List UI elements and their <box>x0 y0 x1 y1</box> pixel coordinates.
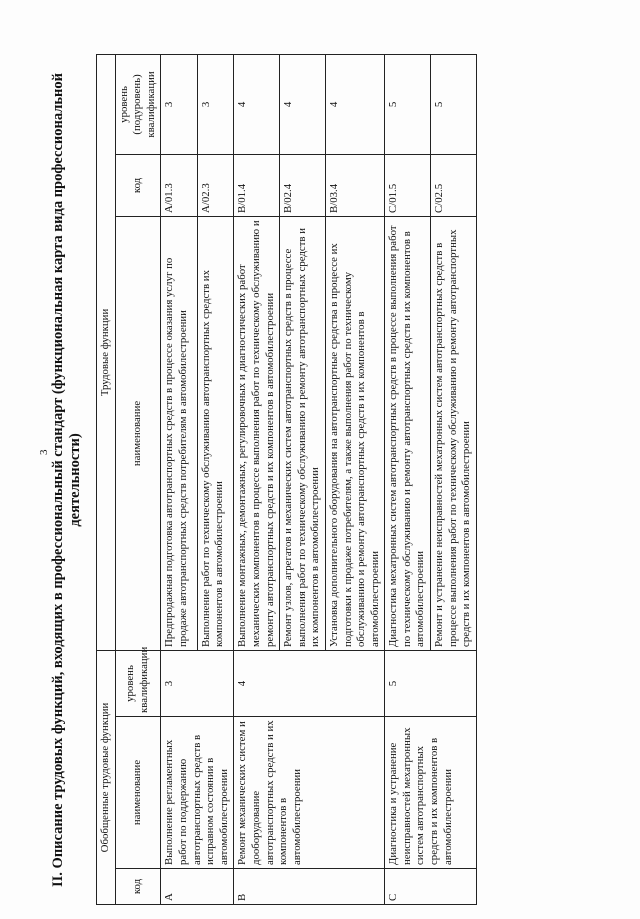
header-sublevel: уровень (подуровень) квалификации <box>115 54 161 154</box>
function-code: A/02.3 <box>197 154 233 216</box>
function-level: 4 <box>234 54 280 154</box>
page-number: 3 <box>38 449 50 455</box>
table-row <box>234 54 280 904</box>
function-level: 4 <box>325 54 384 154</box>
group-level: 4 <box>234 650 385 716</box>
group-name: Выполнение регламентных работ по поддержанию автотранспортных средств в исправном состоянии в автомобилестроении <box>161 717 234 869</box>
function-code: B/03.4 <box>325 154 384 216</box>
rotated-content <box>50 55 610 905</box>
header-code: код <box>115 869 161 905</box>
function-code: C/01.5 <box>385 154 431 216</box>
header-name: наименование <box>115 717 161 869</box>
group-level: 5 <box>385 650 477 716</box>
header-generalized: Обобщенные трудовые функции <box>97 650 116 904</box>
group-name: Ремонт механических систем и дооборудование автотранспортных средств и их компонентов в автомобилестроении <box>234 717 385 869</box>
group-code: B <box>234 869 385 905</box>
function-name: Ремонт узлов, агрегатов и механических систем автотранспортных средств в процессе выполнения работ по техническому обслуживанию и ремонту автотранспортных средств и их компонентов в автомобилестроении <box>280 216 326 650</box>
group-name: Диагностика и устранение неисправностей мехатронных систем автотранспортных средств и их компонентов в автомобилестроении <box>385 717 477 869</box>
function-name: Выполнение монтажных, демонтажных, регулировочных и диагностических работ механических компонентов в процессе выполнения работ по техническому обслуживанию и ремонту автотранспортных средств и их компонентов в автомобилестроении <box>234 216 280 650</box>
header-labor-functions: Трудовые функции <box>97 54 116 650</box>
function-level: 3 <box>161 54 197 154</box>
function-code: B/02.4 <box>280 154 326 216</box>
function-level: 5 <box>431 54 477 154</box>
function-code: A/01.3 <box>161 154 197 216</box>
function-name: Ремонт и устранение неисправностей мехатронных систем автотранспортных средств в процессе выполнения работ по техническому обслуживанию и ремонту автотранспортных средств и их компонентов в автомобилестроении <box>431 216 477 650</box>
group-code: C <box>385 869 477 905</box>
function-name: Выполнение работ по техническому обслуживанию автотранспортных средств их компонентов в автомобилестроении <box>197 216 233 650</box>
function-code: B/01.4 <box>234 154 280 216</box>
table-row <box>161 54 197 904</box>
header-function-name: наименование <box>115 216 161 650</box>
function-code: C/02.5 <box>431 154 477 216</box>
group-level: 3 <box>161 650 234 716</box>
page-title: II. Описание трудовых функций, входящих в профессиональный стандарт (функциональная карта вида профессиональной деятельности) <box>50 73 83 887</box>
header-level: уровень квалификации <box>115 650 161 716</box>
function-name: Диагностика мехатронных систем автотранспортных средств в процессе выполнения работ по техническому обслуживанию и ремонту автотранспортных средств и их компонентов в автомобилестроении <box>385 216 431 650</box>
function-map-table <box>96 54 477 905</box>
header-function-code: код <box>115 154 161 216</box>
table-row <box>385 54 431 904</box>
function-name: Установка дополнительного оборудования на автотранспортные средства в процессе их подготовки к продаже потребителям, а также выполнения работ по техническому обслуживанию и ремонту автотранспортных средств и их компонентов в автомобилестроении <box>325 216 384 650</box>
function-name: Предпродажная подготовка автотранспортных средств в процессе оказания услуг по продаже автотранспортных средств потребителям в автомобилестроении <box>161 216 197 650</box>
function-level: 5 <box>385 54 431 154</box>
group-code: A <box>161 869 234 905</box>
function-level: 3 <box>197 54 233 154</box>
function-level: 4 <box>280 54 326 154</box>
